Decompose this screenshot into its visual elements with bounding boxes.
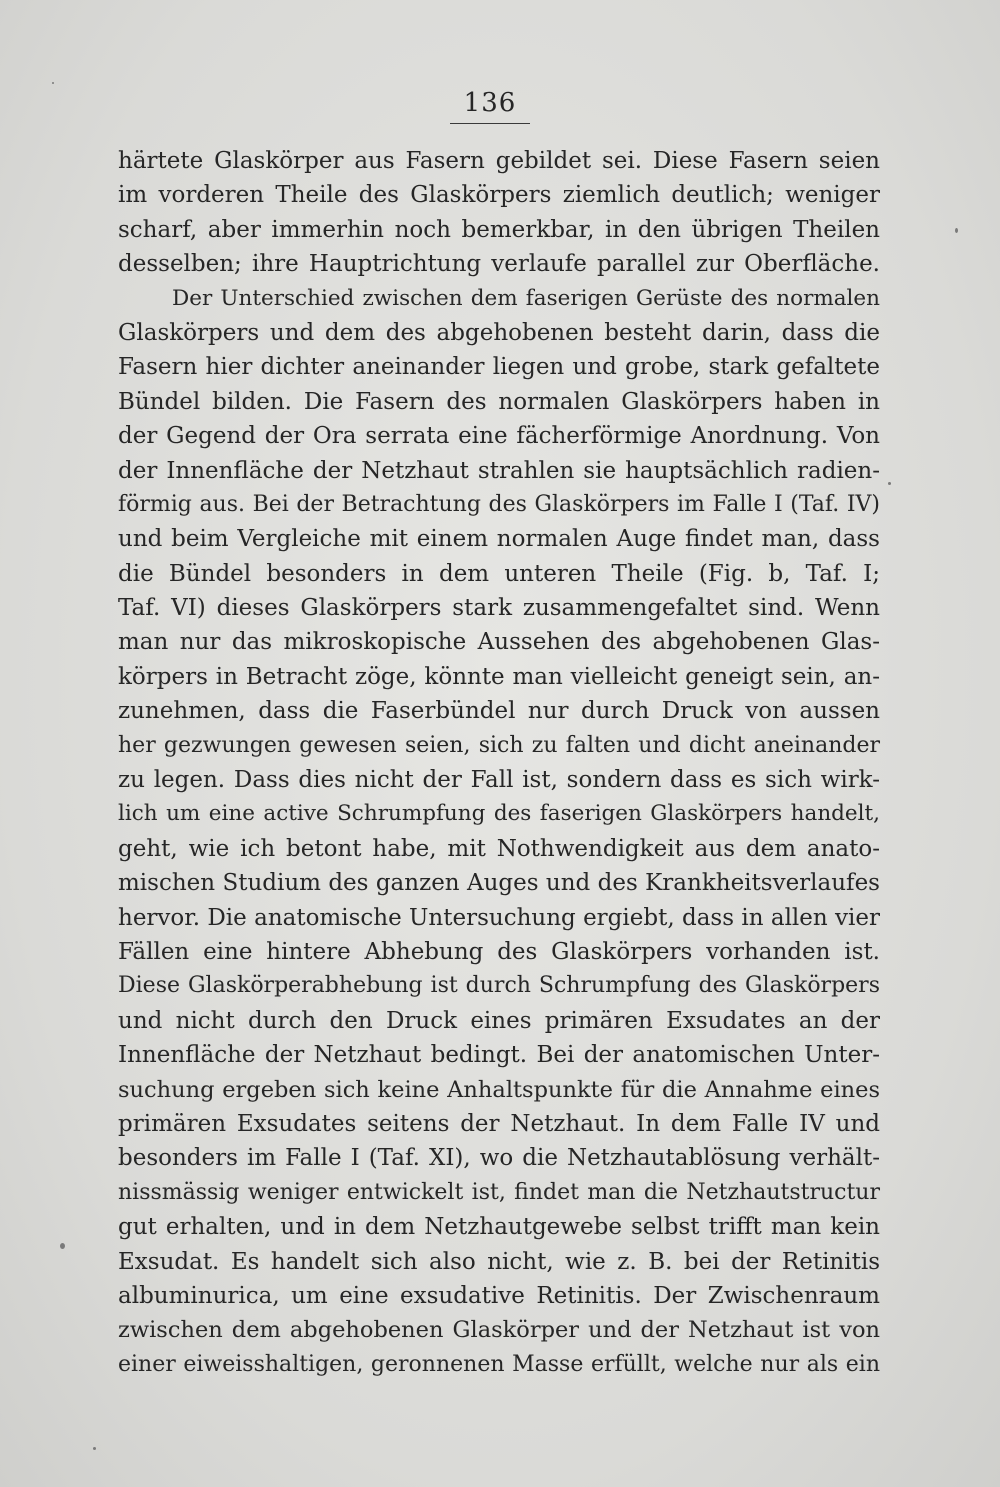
text-line: nissmässig weniger entwickelt ist, findet man die Netzhautstructur: [118, 1179, 880, 1205]
text-line: härtete Glaskörper aus Fasern gebildet sei. Diese Fasern seien: [118, 148, 880, 174]
text-line: Exsudat. Es handelt sich also nicht, wie z. B. bei der Retinitis: [118, 1248, 880, 1275]
text-line: Taf. VI) dieses Glaskörpers stark zusammengefaltet sind. Wenn: [118, 595, 880, 622]
scan-speck: [52, 82, 54, 84]
text-line: Der Unterschied zwischen dem faserigen Gerüste des normalen: [172, 285, 880, 311]
text-line: zunehmen, dass die Faserbündel nur durch Druck von aussen: [118, 698, 880, 725]
text-line: und nicht durch den Druck eines primären Exsudates an der: [118, 1007, 880, 1034]
scan-speck: [93, 1447, 96, 1450]
scan-speck: [955, 228, 958, 233]
body-text: [118, 144, 880, 1382]
text-line: zwischen dem abgehobenen Glaskörper und der Netzhaut ist von: [118, 1317, 880, 1344]
text-line: einer eiweisshaltigen, geronnenen Masse erfüllt, welche nur als ein: [118, 1351, 880, 1377]
text-line: förmig aus. Bei der Betrachtung des Glaskörpers im Falle I (Taf. IV): [118, 491, 880, 517]
text-line: gut erhalten, und in dem Netzhautgewebe selbst trifft man kein: [118, 1214, 880, 1241]
scan-speck: [60, 1243, 65, 1249]
text-line: her gezwungen gewesen seien, sich zu falten und dicht aneinander: [118, 732, 880, 758]
text-line: und beim Vergleiche mit einem normalen Auge findet man, dass: [118, 526, 880, 553]
scan-speck: [888, 482, 891, 485]
text-line: mischen Studium des ganzen Auges und des Krankheitsverlaufes: [118, 870, 880, 897]
text-line: suchung ergeben sich keine Anhaltspunkte für die Annahme eines: [118, 1076, 880, 1103]
text-line: Fällen eine hintere Abhebung des Glaskörpers vorhanden ist.: [118, 938, 880, 965]
text-line: geht, wie ich betont habe, mit Nothwendigkeit aus dem anato-: [118, 835, 880, 862]
text-line: besonders im Falle I (Taf. XI), wo die Netzhautablösung verhält-: [118, 1145, 880, 1172]
text-line: lich um eine active Schrumpfung des faserigen Glaskörpers handelt,: [118, 801, 880, 827]
text-line: hervor. Die anatomische Untersuchung ergiebt, dass in allen vier: [118, 904, 880, 931]
text-line: Bündel bilden. Die Fasern des normalen Glaskörpers haben in: [118, 388, 880, 415]
text-line: man nur das mikroskopische Aussehen des abgehobenen Glas-: [118, 629, 880, 656]
text-line: zu legen. Dass dies nicht der Fall ist, sondern dass es sich wirk-: [118, 767, 880, 794]
text-line: Fasern hier dichter aneinander liegen und grobe, stark gefaltete: [118, 354, 880, 381]
text-line: körpers in Betracht zöge, könnte man vielleicht geneigt sein, an-: [118, 663, 880, 690]
text-line: albuminurica, um eine exsudative Retinitis. Der Zwischenraum: [118, 1282, 880, 1309]
text-line: der Gegend der Ora serrata eine fächerförmige Anordnung. Von: [118, 423, 880, 450]
text-line: Glaskörpers und dem des abgehobenen besteht darin, dass die: [118, 319, 880, 346]
text-line: im vorderen Theile des Glaskörpers ziemlich deutlich; weniger: [118, 182, 880, 209]
page-number-rule: [450, 123, 530, 124]
text-line: die Bündel besonders in dem unteren Theile (Fig. b, Taf. I;: [118, 560, 880, 587]
text-line: desselben; ihre Hauptrichtung verlaufe parallel zur Oberfläche.: [118, 251, 880, 278]
text-line: Innenfläche der Netzhaut bedingt. Bei der anatomischen Unter-: [118, 1042, 880, 1069]
text-line: der Innenfläche der Netzhaut strahlen sie hauptsächlich radien-: [118, 457, 880, 484]
page-number: 136: [463, 88, 517, 118]
text-line: Diese Glaskörperabhebung ist durch Schrumpfung des Glaskörpers: [118, 973, 880, 999]
text-line: primären Exsudates seitens der Netzhaut. In dem Falle IV und: [118, 1110, 880, 1137]
text-line: scharf, aber immerhin noch bemerkbar, in den übrigen Theilen: [118, 216, 880, 243]
